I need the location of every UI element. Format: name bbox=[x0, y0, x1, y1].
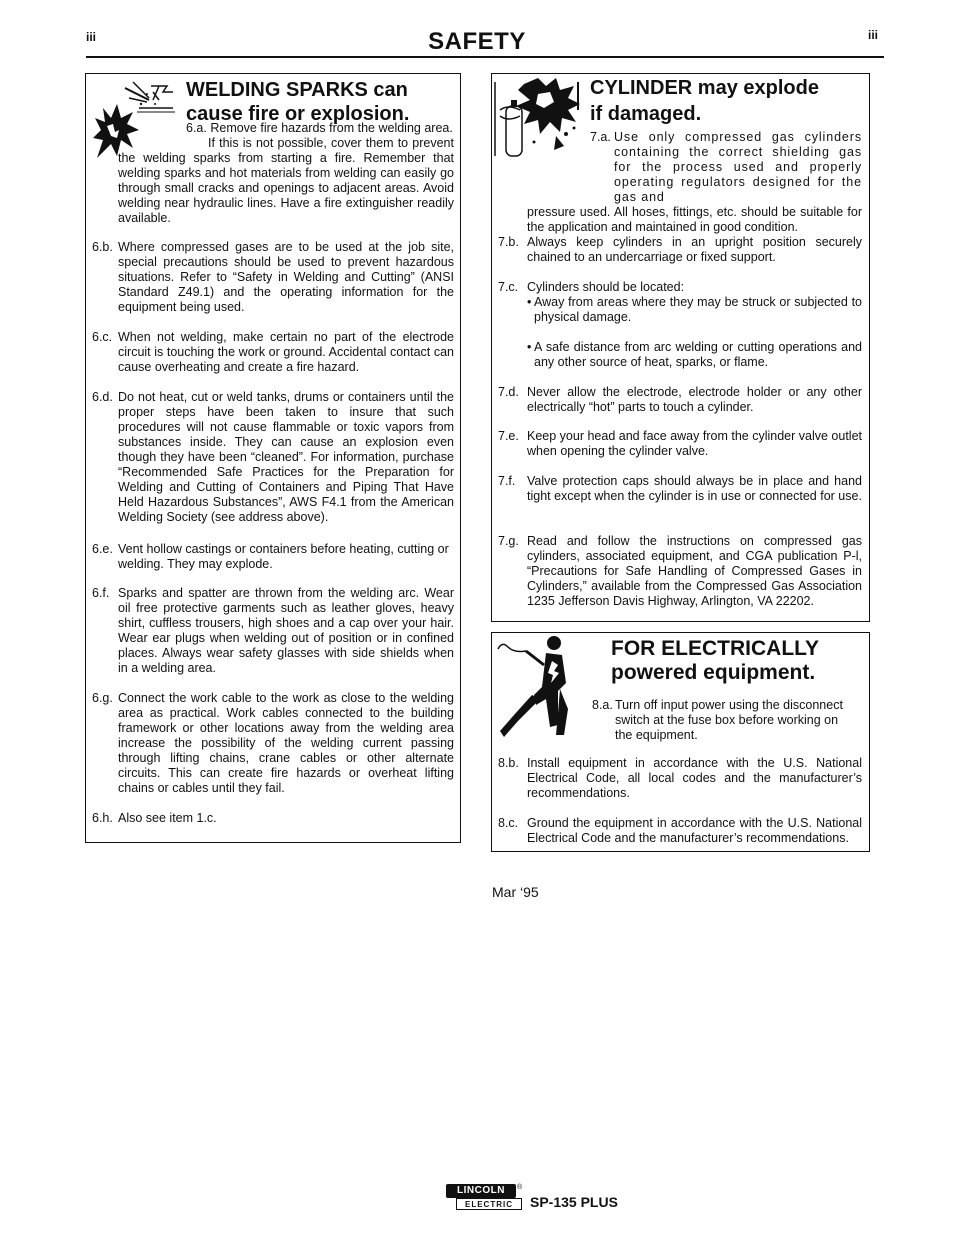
item-6a bbox=[118, 121, 454, 226]
item-7a bbox=[527, 130, 862, 235]
revision-date: Mar ‘95 bbox=[492, 884, 539, 900]
item-6f: 6.f. Sparks and spatter are thrown from the welding arc. Wear oil free protective garments such as leather gloves, heavy shirt, cuffless trousers, high shoes and a cap over your hair. Wear ear plugs when welding out of position or in confined places. Always wear safety glasses with side shields when in a welding area. bbox=[92, 586, 454, 675]
lincoln-electric-logo bbox=[446, 1184, 524, 1212]
item-number: 8.a. bbox=[592, 698, 613, 712]
item-text: Turn off input power using the disconnect switch at the fuse box before working on the equipment. bbox=[615, 698, 843, 742]
page-number-left: iii bbox=[86, 30, 97, 44]
title-rule bbox=[86, 56, 884, 58]
bullet-item: • A safe distance from arc welding or cutting operations and any other source of heat, sparks, or flame. bbox=[527, 340, 862, 369]
item-6h: 6.h. Also see item 1.c. bbox=[92, 811, 217, 825]
logo-top-text: LINCOLN bbox=[446, 1184, 516, 1198]
item-7d: 7.d. Never allow the electrode, electrode holder or any other electrically “hot” parts to touch a cylinder. bbox=[498, 385, 862, 414]
item-number: 7.a. bbox=[590, 130, 611, 144]
item-6g: 6.g. Connect the work cable to the work as close to the welding area as practical. Work cables connected to the building framework or other locations away from the welding area increase the possibility of the welding current passing through lifting chains, crane cables or other alternate circuits. This can create fire hazards or overheat lifting chains or cables until they fail. bbox=[92, 691, 454, 795]
bullet-item: • Away from areas where they may be struck or subjected to physical damage. bbox=[527, 295, 862, 324]
item-6c: 6.c. When not welding, make certain no part of the electrode circuit is touching the work or ground. Accidental contact can cause overheating and create a fire hazard. bbox=[92, 330, 454, 374]
item-7f: 7.f. Valve protection caps should always be in place and hand tight except when the cylinder is in use or connected for use. bbox=[498, 474, 862, 503]
item-text: Remove fire hazards from the welding area. bbox=[210, 121, 453, 135]
logo-bottom-text: ELECTRIC bbox=[456, 1198, 522, 1210]
registered-mark: ® bbox=[517, 1184, 523, 1191]
item-7b: 7.b. Always keep cylinders in an upright position securely chained to an undercarriage or fixed support. bbox=[498, 235, 862, 264]
item-6b: 6.b. Where compressed gases are to be used at the job site, special precautions should be used to prevent hazardous situations. Refer to “Safety in Welding and Cutting” (ANSI Standard Z49.1) and the operating information for the equipment being used. bbox=[92, 240, 454, 314]
welding-sparks-section bbox=[85, 73, 461, 843]
item-7g: 7.g. Read and follow the instructions on compressed gas cylinders, associated equipment, and CGA publication P-l, “Precautions for Safe Handling of Compressed Gases in Cylinders,” available from the Compressed Gas Association 1235 Jefferson Davis Highway, Arlington, VA 22202. bbox=[498, 534, 862, 608]
cylinder-heading: CYLINDER may explode if damaged. bbox=[590, 77, 819, 125]
page-number-right: iii bbox=[868, 28, 879, 42]
bullet-dot: • bbox=[527, 340, 532, 354]
bullet-dot: • bbox=[527, 295, 532, 309]
cylinder-section bbox=[491, 73, 870, 622]
model-name: SP-135 PLUS bbox=[530, 1194, 618, 1210]
welding-heading: WELDING SPARKS can cause fire or explosion. bbox=[186, 79, 410, 125]
item-text: Use only compressed gas cylinders containing the correct shielding gas for the process used and properly operating regulators designed for the gas and bbox=[614, 130, 862, 204]
electrical-heading: FOR ELECTRICALLY powered equipment. bbox=[611, 637, 820, 684]
item-number: 6.a. bbox=[186, 121, 207, 135]
item-6e: 6.e. Vent hollow castings or containers before heating, cutting or welding. They may explode. bbox=[92, 542, 449, 571]
page-title: SAFETY bbox=[428, 28, 526, 55]
item-6d: 6.d. Do not heat, cut or weld tanks, drums or containers until the proper steps have been taken to insure that such procedures will not cause flammable or toxic vapors from substances inside. They can cause an explosion even though they have been “cleaned”. For information, purchase “Recommended Safe Practices for the Preparation for Welding and Cutting of Containers and Piping That Have Held Hazardous Substances”, AWS F4.1 from the American Welding Society (see address above). bbox=[92, 390, 454, 524]
item-8c: 8.c. Ground the equipment in accordance with the U.S. National Electrical Code and the manufacturer’s recommendations. bbox=[498, 816, 862, 845]
electrical-section bbox=[491, 632, 870, 852]
item-text-continued: If this is not possible, cover them to prevent the welding sparks from starting a fire. Remember that welding sparks and hot materials from welding can easily go through small cracks and openings to adjacent areas. Avoid welding near hydraulic lines. Have a fire extinguisher readily available. bbox=[118, 136, 454, 225]
electric-shock-icon bbox=[496, 635, 586, 743]
item-8b: 8.b. Install equipment in accordance with the U.S. National Electrical Code, all local codes and the manufacturer’s recommendations. bbox=[498, 756, 862, 800]
item-7e: 7.e. Keep your head and face away from the cylinder valve outlet when opening the cylinder valve. bbox=[498, 429, 862, 458]
item-7c: 7.c. Cylinders should be located: bbox=[498, 280, 685, 294]
item-text-continued: pressure used. All hoses, fittings, etc. should be suitable for the application and maintained in good condition. bbox=[527, 205, 862, 234]
item-8a bbox=[592, 698, 848, 743]
